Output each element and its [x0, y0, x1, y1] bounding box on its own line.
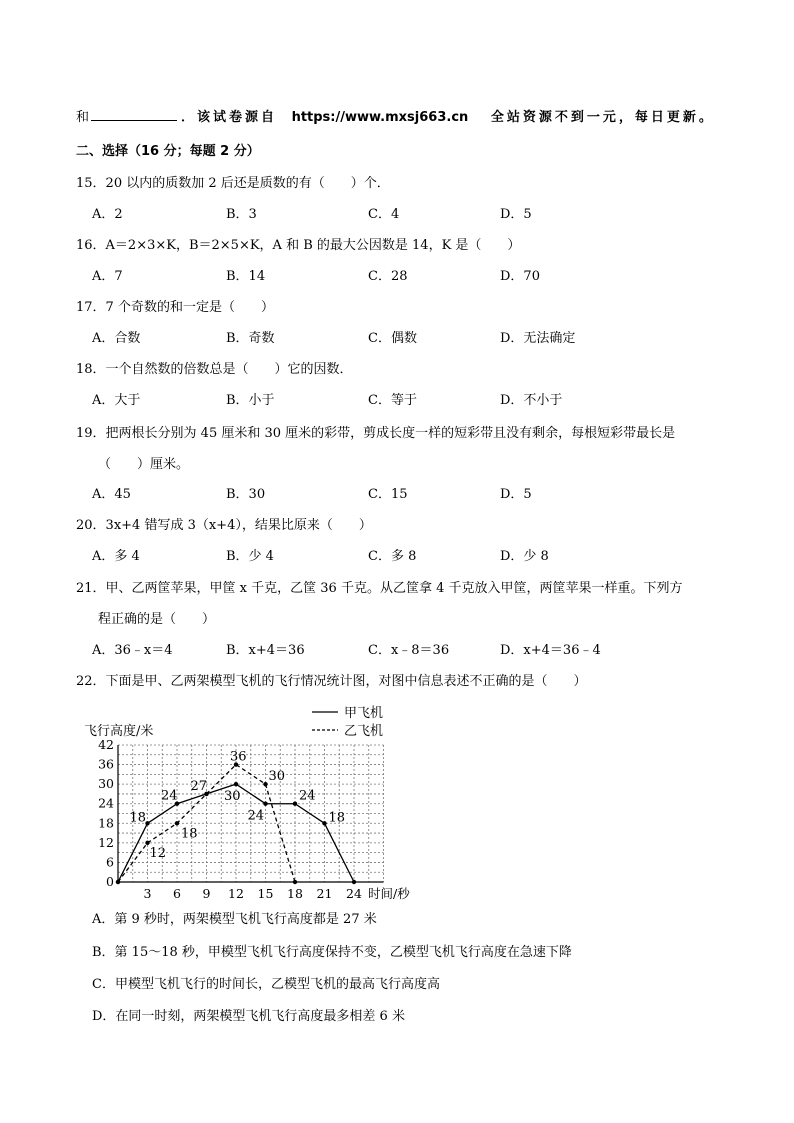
header-url-link[interactable]: https://www.mxsj663.cn — [291, 110, 469, 125]
data-label: 18 — [181, 826, 198, 842]
q17-option-d[interactable]: D．无法确定 — [500, 331, 576, 346]
data-point-yi — [145, 841, 149, 845]
header-promo-text: 全站资源不到一元，每日更新。 — [490, 110, 715, 125]
q22-option-d[interactable]: D．在同一时刻，两架模型飞机飞行高度最多相差 6 米 — [92, 1009, 405, 1024]
q19-option-b[interactable]: B．30 — [226, 487, 266, 502]
q16-option-d[interactable]: D．70 — [500, 269, 540, 284]
flight-line-chart — [80, 698, 420, 908]
data-point-yi — [263, 782, 267, 786]
question-19: 19．把两根长分别为 45 厘米和 30 厘米的彩带，剪成长度一样的短彩带且没有剩余，每根短彩带最长是 — [76, 426, 676, 441]
q19-option-d[interactable]: D．5 — [500, 487, 532, 502]
x-tick-label: 6 — [173, 886, 181, 901]
question-15: 15．20 以内的质数加 2 后还是质数的有（ ）个． — [76, 176, 390, 191]
y-tick-label: 36 — [98, 756, 114, 772]
q19-option-c[interactable]: C．15 — [368, 487, 408, 502]
data-point-jia — [293, 802, 297, 806]
q21-option-c[interactable]: C．x﹣8＝36 — [368, 643, 450, 658]
answer-blank — [91, 108, 177, 121]
q20-option-c[interactable]: C．多 8 — [368, 549, 417, 564]
question-19-cont: （ ）厘米。 — [98, 457, 190, 472]
y-tick-label: 30 — [98, 776, 114, 792]
q18-option-c[interactable]: C．等于 — [368, 393, 417, 408]
y-tick-label: 6 — [106, 854, 114, 870]
q18-option-d[interactable]: D．不小于 — [500, 393, 563, 408]
q15-option-d[interactable]: D．5 — [500, 207, 532, 222]
question-22: 22．下面是甲、乙两架模型飞机的飞行情况统计图，对图中信息表述不正确的是（ ） — [76, 674, 587, 689]
q21-option-d[interactable]: D．x+4＝36﹣4 — [500, 643, 601, 658]
q20-option-d[interactable]: D．少 8 — [500, 549, 549, 564]
y-tick-label: 0 — [106, 874, 114, 889]
q17-option-c[interactable]: C．偶数 — [368, 331, 417, 346]
question-17: 17．7 个奇数的和一定是（ ） — [76, 300, 274, 315]
data-label: 24 — [247, 808, 265, 824]
data-label: 30 — [268, 769, 286, 785]
data-label: 27 — [190, 778, 208, 794]
q20-option-b[interactable]: B．少 4 — [226, 549, 274, 564]
q18-option-b[interactable]: B．小于 — [226, 393, 275, 408]
question-21-cont: 程正确的是（ ） — [98, 612, 216, 627]
y-tick-label: 12 — [98, 834, 114, 850]
q17-option-b[interactable]: B．奇数 — [226, 331, 275, 346]
q22-option-c[interactable]: C．甲模型飞机飞行的时间长，乙模型飞机的最高飞行高度高 — [92, 977, 440, 992]
x-tick-label: 21 — [316, 886, 333, 901]
q16-option-b[interactable]: B．14 — [226, 269, 266, 284]
q21-option-b[interactable]: B．x+4＝36 — [226, 643, 305, 658]
question-16: 16．A＝2×3×K，B＝2×5×K，A 和 B 的最大公因数是 14，K 是（ ） — [76, 238, 521, 253]
data-label: 30 — [224, 789, 241, 805]
q15-option-b[interactable]: B．3 — [226, 207, 257, 222]
data-label: 18 — [129, 810, 147, 826]
q18-option-a[interactable]: A．大于 — [92, 393, 141, 408]
q19-option-a[interactable]: A．45 — [92, 487, 131, 502]
data-label: 36 — [230, 749, 247, 765]
data-label: 24 — [299, 788, 316, 804]
x-tick-label: 12 — [228, 886, 244, 901]
question-21: 21．甲、乙两筐苹果，甲筐 x 千克，乙筐 36 千克。从乙筐拿 4 千克放入甲筐，两筐苹果一样重。下列方 — [76, 581, 683, 596]
q16-option-a[interactable]: A．7 — [92, 269, 123, 284]
header-line — [76, 108, 715, 127]
x-tick-label: 24 — [346, 886, 362, 901]
legend-label-yi: 乙飞机 — [344, 724, 384, 739]
y-tick-label: 18 — [98, 815, 114, 831]
x-tick-label: 3 — [143, 886, 152, 901]
q20-option-a[interactable]: A．多 4 — [92, 549, 140, 564]
legend-label-jia: 甲飞机 — [344, 706, 384, 721]
q21-option-a[interactable]: A．36﹣x＝4 — [92, 643, 173, 658]
section-title: 二、选择（16 分；每题 2 分） — [76, 144, 260, 159]
data-label: 12 — [149, 845, 167, 861]
data-point-jia — [234, 782, 238, 786]
q15-option-a[interactable]: A．2 — [92, 207, 123, 222]
x-tick-label: 18 — [287, 886, 303, 901]
data-point-jia — [352, 880, 356, 884]
question-18: 18．一个自然数的倍数总是（ ）它的因数． — [76, 362, 353, 377]
y-tick-label: 42 — [98, 737, 114, 752]
y-tick-label: 24 — [98, 795, 114, 811]
data-point-jia — [322, 821, 326, 825]
q17-option-a[interactable]: A．合数 — [92, 331, 141, 346]
data-label: 24 — [161, 788, 178, 804]
x-axis-label: 时间/秒 — [368, 886, 410, 901]
q22-option-a[interactable]: A．第 9 秒时，两架模型飞机飞行高度都是 27 米 — [92, 912, 377, 927]
x-tick-label: 9 — [202, 886, 211, 901]
q22-option-b[interactable]: B．第 15～18 秒，甲模型飞机飞行高度保持不变，乙模型飞机飞行高度在急速下降 — [92, 945, 572, 960]
q15-option-c[interactable]: C．4 — [368, 207, 400, 222]
data-label: 18 — [328, 810, 346, 826]
data-point-yi — [293, 880, 297, 884]
data-point-yi — [175, 821, 179, 825]
q16-option-c[interactable]: C．28 — [368, 269, 408, 284]
x-tick-label: 15 — [257, 886, 274, 901]
header-source-text: ．该试卷源自 — [181, 110, 278, 125]
data-point-jia — [263, 802, 267, 806]
question-20: 20．3x+4 错写成 3（x+4），结果比原来（ ） — [76, 518, 372, 533]
y-axis-label: 飞行高度/米 — [84, 724, 154, 739]
header-prefix: 和 — [76, 110, 90, 125]
data-point-yi — [116, 880, 120, 884]
